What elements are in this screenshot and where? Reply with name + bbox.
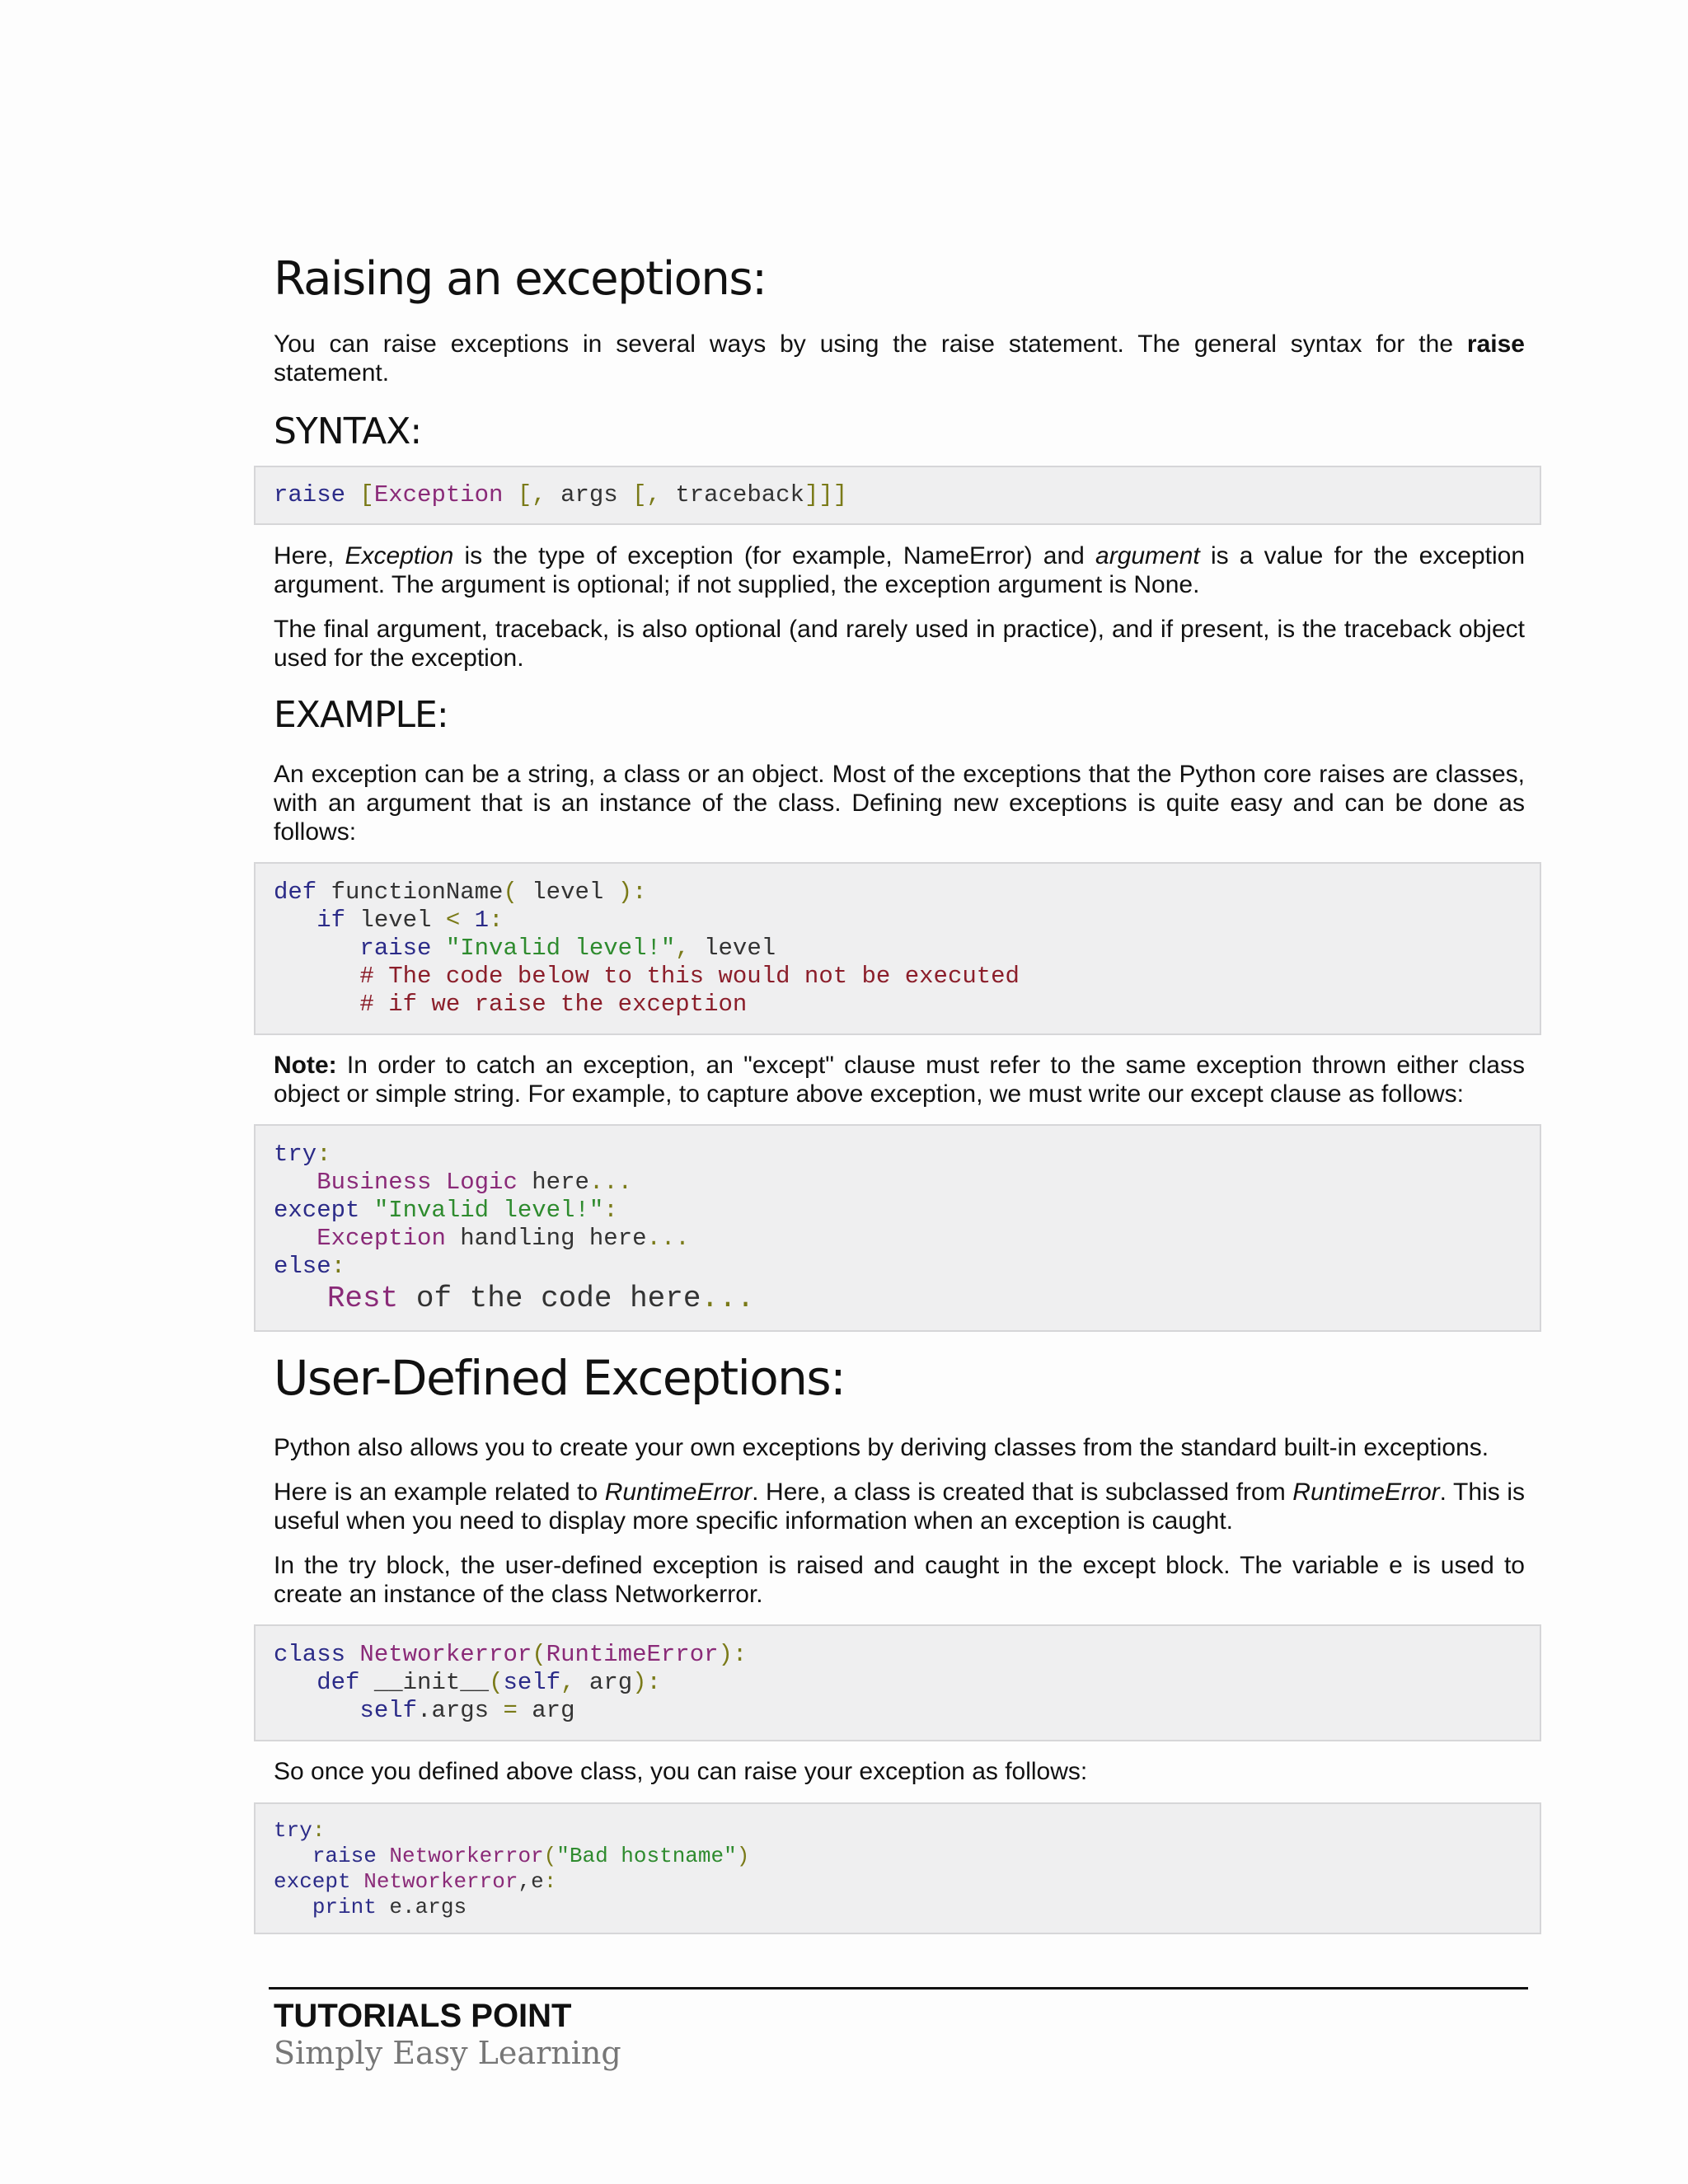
raise-custom-paragraph-wrap xyxy=(274,1757,1525,1786)
traceback-paragraph: The final argument, traceback, is also optional (and rarely used in practice), and if present, is the traceback object used for the exception. xyxy=(274,616,1525,672)
raise-custom-paragraph: So once you defined above class, you can raise your exception as follows: xyxy=(274,1758,1088,1785)
section-heading-user-defined: User-Defined Exceptions: xyxy=(274,1350,846,1406)
try-block-paragraph: In the try block, the user-defined exception is raised and caught in the except block. The variable e is used to create an instance of the class Networkerror. xyxy=(274,1552,1525,1608)
syntax-heading: SYNTAX: xyxy=(274,410,422,452)
syntax-code-block: raise [Exception [, args [, traceback]]] xyxy=(254,466,1541,525)
section-heading-raising: Raising an exceptions: xyxy=(274,252,767,306)
example-heading: EXAMPLE: xyxy=(274,694,448,736)
intro-paragraph: You can raise exceptions in several ways by using the raise statement. The general syntax for the raise statement. xyxy=(274,330,1525,387)
section-user-defined-heading-wrap xyxy=(274,1350,1525,1406)
intro-paragraph-wrap xyxy=(274,330,1525,387)
footer-tagline: Simply Easy Learning xyxy=(274,2035,621,2071)
note-paragraph-wrap xyxy=(274,1051,1525,1108)
raise-networkerror-code-block: try: raise Networkerror("Bad hostname") except Networkerror,e: print e.args xyxy=(254,1802,1541,1934)
footer-brand: TUTORIALS POINT xyxy=(274,1998,572,2034)
footer-divider xyxy=(269,1987,1528,1990)
syntax-explanation-wrap xyxy=(274,541,1525,673)
try-except-code-block: try: Business Logic here... except "Invalid level!": Exception handling here... else: Rest of the code here... xyxy=(254,1124,1541,1332)
note-label: Note: xyxy=(274,1052,337,1079)
example-paragraph-wrap xyxy=(274,760,1525,846)
syntax-explanation-paragraph: Here, Exception is the type of exception (for example, NameError) and argument is a value for the exception argument. The argument is optional; if not supplied, the exception argument is None. xyxy=(274,542,1526,598)
builtin-exceptions-paragraph: Python also allows you to create your own exceptions by deriving classes from the standard built-in exceptions. xyxy=(274,1434,1489,1461)
runtimeerror-paragraph: Here is an example related to RuntimeError. Here, a class is created that is subclassed from RuntimeError. This is useful when you need to display more specific information when an exception is caught. xyxy=(274,1479,1525,1535)
syntax-heading-wrap xyxy=(274,410,1525,452)
raise-keyword-bold: raise xyxy=(1466,330,1525,358)
note-paragraph: Note: In order to catch an exception, an "except" clause must refer to the same exception thrown either class object or simple string. For example, to capture above exception, we must write our except clause as follows: xyxy=(274,1052,1525,1108)
example-heading-wrap xyxy=(274,694,1525,736)
class-definition-code-block: class Networkerror(RuntimeError): def __init__(self, arg): self.args = arg xyxy=(254,1624,1541,1741)
user-defined-paragraphs-wrap xyxy=(274,1433,1525,1609)
example-code-block: def functionName( level ): if level < 1: raise "Invalid level!", level # The code below to this would not be executed # if we raise the exception xyxy=(254,862,1541,1035)
section-raising-heading-wrap xyxy=(274,252,1525,306)
example-paragraph: An exception can be a string, a class or an object. Most of the exceptions that the Python core raises are classes, with an argument that is an instance of the class. Defining new exceptions is quite easy and can be done as follows: xyxy=(274,761,1525,846)
